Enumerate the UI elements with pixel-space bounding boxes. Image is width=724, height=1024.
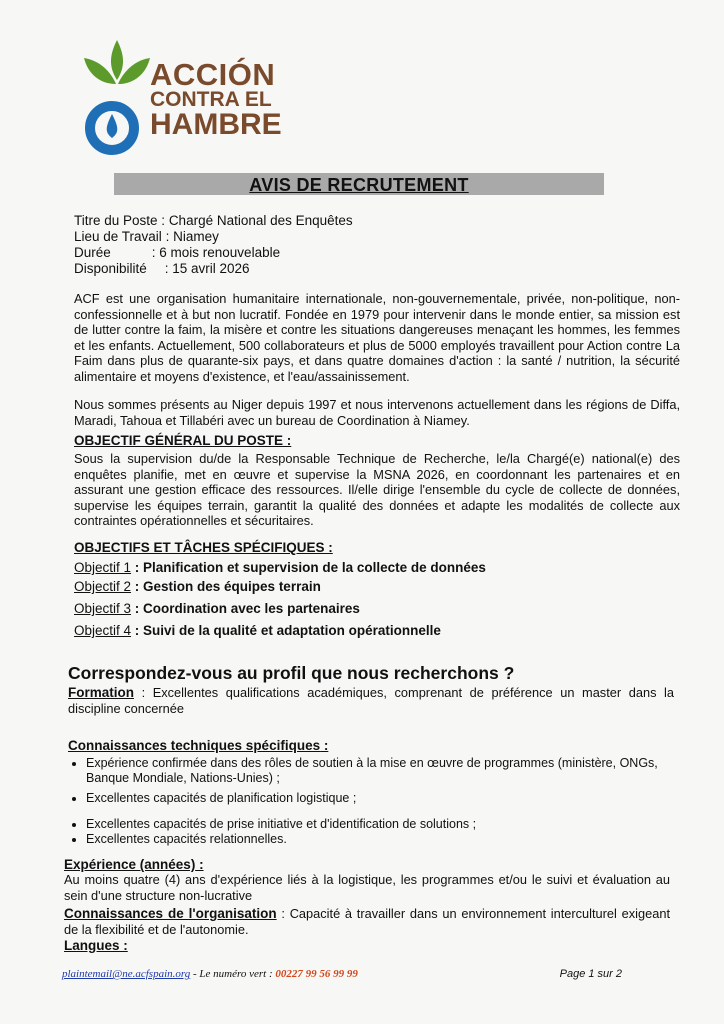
formation-label: Formation <box>68 685 134 700</box>
list-item: • Excellentes capacités relationnelles. <box>86 832 674 847</box>
list-item: Objectif 1 : Planification et supervision de la collecte de données <box>74 560 486 575</box>
profil-heading: Correspondez-vous au profil que nous recherchons ? <box>68 663 515 683</box>
connaissances-heading: Connaissances techniques spécifiques : <box>68 738 329 753</box>
organisation-label: Connaissances de l'organisation <box>64 906 277 921</box>
info-row: Lieu de Travail : Niamey <box>74 229 219 244</box>
connaissances-list <box>68 756 674 847</box>
objectif-text: Gestion des équipes terrain <box>143 579 321 594</box>
connaissances-block <box>68 738 674 847</box>
info-label: Durée <box>74 245 111 260</box>
info-value: Niamey <box>173 229 219 244</box>
org-name-line3: HAMBRE <box>150 108 282 141</box>
experience-heading: Expérience (années) : <box>64 857 204 872</box>
objectif-text: Suivi de la qualité et adaptation opérationnelle <box>143 623 441 638</box>
list-item: • Expérience confirmée dans des rôles de soutien à la mise en œuvre de programmes (ministère, ONGs, Banque Mondiale, Nations-Unies) ; <box>86 756 674 786</box>
title-banner <box>114 173 604 195</box>
hotline-label: - Le numéro vert : <box>193 968 273 980</box>
org-name <box>150 57 282 141</box>
organisation-text: Capacité à travailler dans un environnement interculturel exigeant de la flexibilité et de l'autonomie. <box>64 906 671 937</box>
formation-block: Formation : Excellentes qualifications académiques, comprenant de préférence un master dans la discipline concernée <box>68 685 674 716</box>
objectif-key: Objectif 4 <box>74 623 132 638</box>
job-info <box>74 213 680 277</box>
objectif-general-text: Sous la supervision du/de la Responsable Technique de Recherche, le/la Chargé(e) national(e) des enquêtes planifie, met en œuvre et supervise la MSNA 2026, en coordonnant les partenaires et en assurant une gestion efficace des ressources. Il/elle dirige l'ensemble du cycle de collecte de données, supervise les équipes terrain, garantit la qualité des données et adapte les modalités de collecte aux contraintes opérationnelles et sécuritaires. <box>74 451 680 528</box>
experience-block <box>64 857 670 903</box>
objectif-key: Objectif 3 <box>74 601 132 616</box>
list-item: Objectif 4 : Suivi de la qualité et adaptation opérationnelle <box>74 623 441 638</box>
list-item: • Excellentes capacités de prise initiative et d'identification de solutions ; <box>86 817 674 832</box>
page-number: Page 1 sur 2 <box>559 968 622 980</box>
acf-logo <box>84 36 294 166</box>
intro-paragraph: ACF est une organisation humanitaire internationale, non-gouvernementale, privée, non-politique, non-confessionnelle et à but non lucratif. Fondée en 1979 pour intervenir dans le monde entier, sa mission est de lutter contre la faim, la misère et contre les situations dangereuses menaçant les hommes, les femmes et les enfants. Actuellement, 500 collaborateurs et plus de 5000 employés travaillent pour Action contre La Faim dans plus de quarante-six pays, et dans quatre domaines d'action : la santé / nutrition, la sécurité alimentaire et moyens d'existence, et l'eau/assainissement. <box>74 291 680 384</box>
list-item: Objectif 2 : Gestion des équipes terrain <box>74 579 321 594</box>
organisation-block: Connaissances de l'organisation : Capacité à travailler dans un environnement interculturel exigeant de la flexibilité et de l'autonomie. <box>64 906 671 937</box>
objectif-text: Coordination avec les partenaires <box>143 601 360 616</box>
info-value: 15 avril 2026 <box>172 261 250 276</box>
objectifs-list <box>74 558 680 640</box>
objectifs-specifiques-heading: OBJECTIFS ET TÂCHES SPÉCIFIQUES : <box>74 540 333 555</box>
org-name-line1: ACCIÓN <box>150 57 276 92</box>
formation-text: Excellentes qualifications académiques, comprenant de préférence un master dans la discipline concernée <box>68 685 674 716</box>
info-row: Disponibilité : 15 avril 2026 <box>74 261 250 276</box>
experience-heading-text: Expérience (années) <box>64 857 196 872</box>
info-label: Titre du Poste <box>74 213 158 228</box>
org-name-line2: CONTRA EL <box>150 88 272 111</box>
objectif-general-heading: OBJECTIF GÉNÉRAL DU POSTE : <box>74 433 292 448</box>
info-row: Titre du Poste : Chargé National des Enquêtes <box>74 213 353 228</box>
page-title: AVIS DE RECRUTEMENT <box>249 175 469 195</box>
info-label: Lieu de Travail <box>74 229 162 244</box>
info-value: Chargé National des Enquêtes <box>168 213 353 228</box>
info-row: Durée : 6 mois renouvelable <box>74 245 281 260</box>
presence-paragraph: Nous sommes présents au Niger depuis 1997 et nous intervenons actuellement dans les régions de Diffa, Maradi, Tahoua et Tillabéri avec un bureau de Coordination à Niamey. <box>74 397 680 428</box>
objectif-text: Planification et supervision de la collecte de données <box>143 560 486 575</box>
info-value: 6 mois renouvelable <box>159 245 281 260</box>
complaint-email-link[interactable]: plaintemail@ne.acfspain.org <box>62 968 191 980</box>
list-item: • Excellentes capacités de planification logistique ; <box>86 791 674 806</box>
connaissances-heading-text: Connaissances techniques spécifiques <box>68 738 321 753</box>
langues-heading: Langues : <box>64 938 128 953</box>
hotline-number: 00227 99 56 99 99 <box>275 968 358 980</box>
objectif-key: Objectif 1 <box>74 560 132 575</box>
objectif-key: Objectif 2 <box>74 579 132 594</box>
experience-text: Au moins quatre (4) ans d'expérience liés à la logistique, les programmes et/ou le suivi et évaluation au sein d'une structure non-lucrative <box>64 872 670 903</box>
langues-heading-text: Langues <box>64 938 120 953</box>
page-footer <box>62 968 622 980</box>
leaf-drop-icon <box>84 36 154 166</box>
list-item: Objectif 3 : Coordination avec les partenaires <box>74 601 360 616</box>
info-label: Disponibilité <box>74 261 147 276</box>
